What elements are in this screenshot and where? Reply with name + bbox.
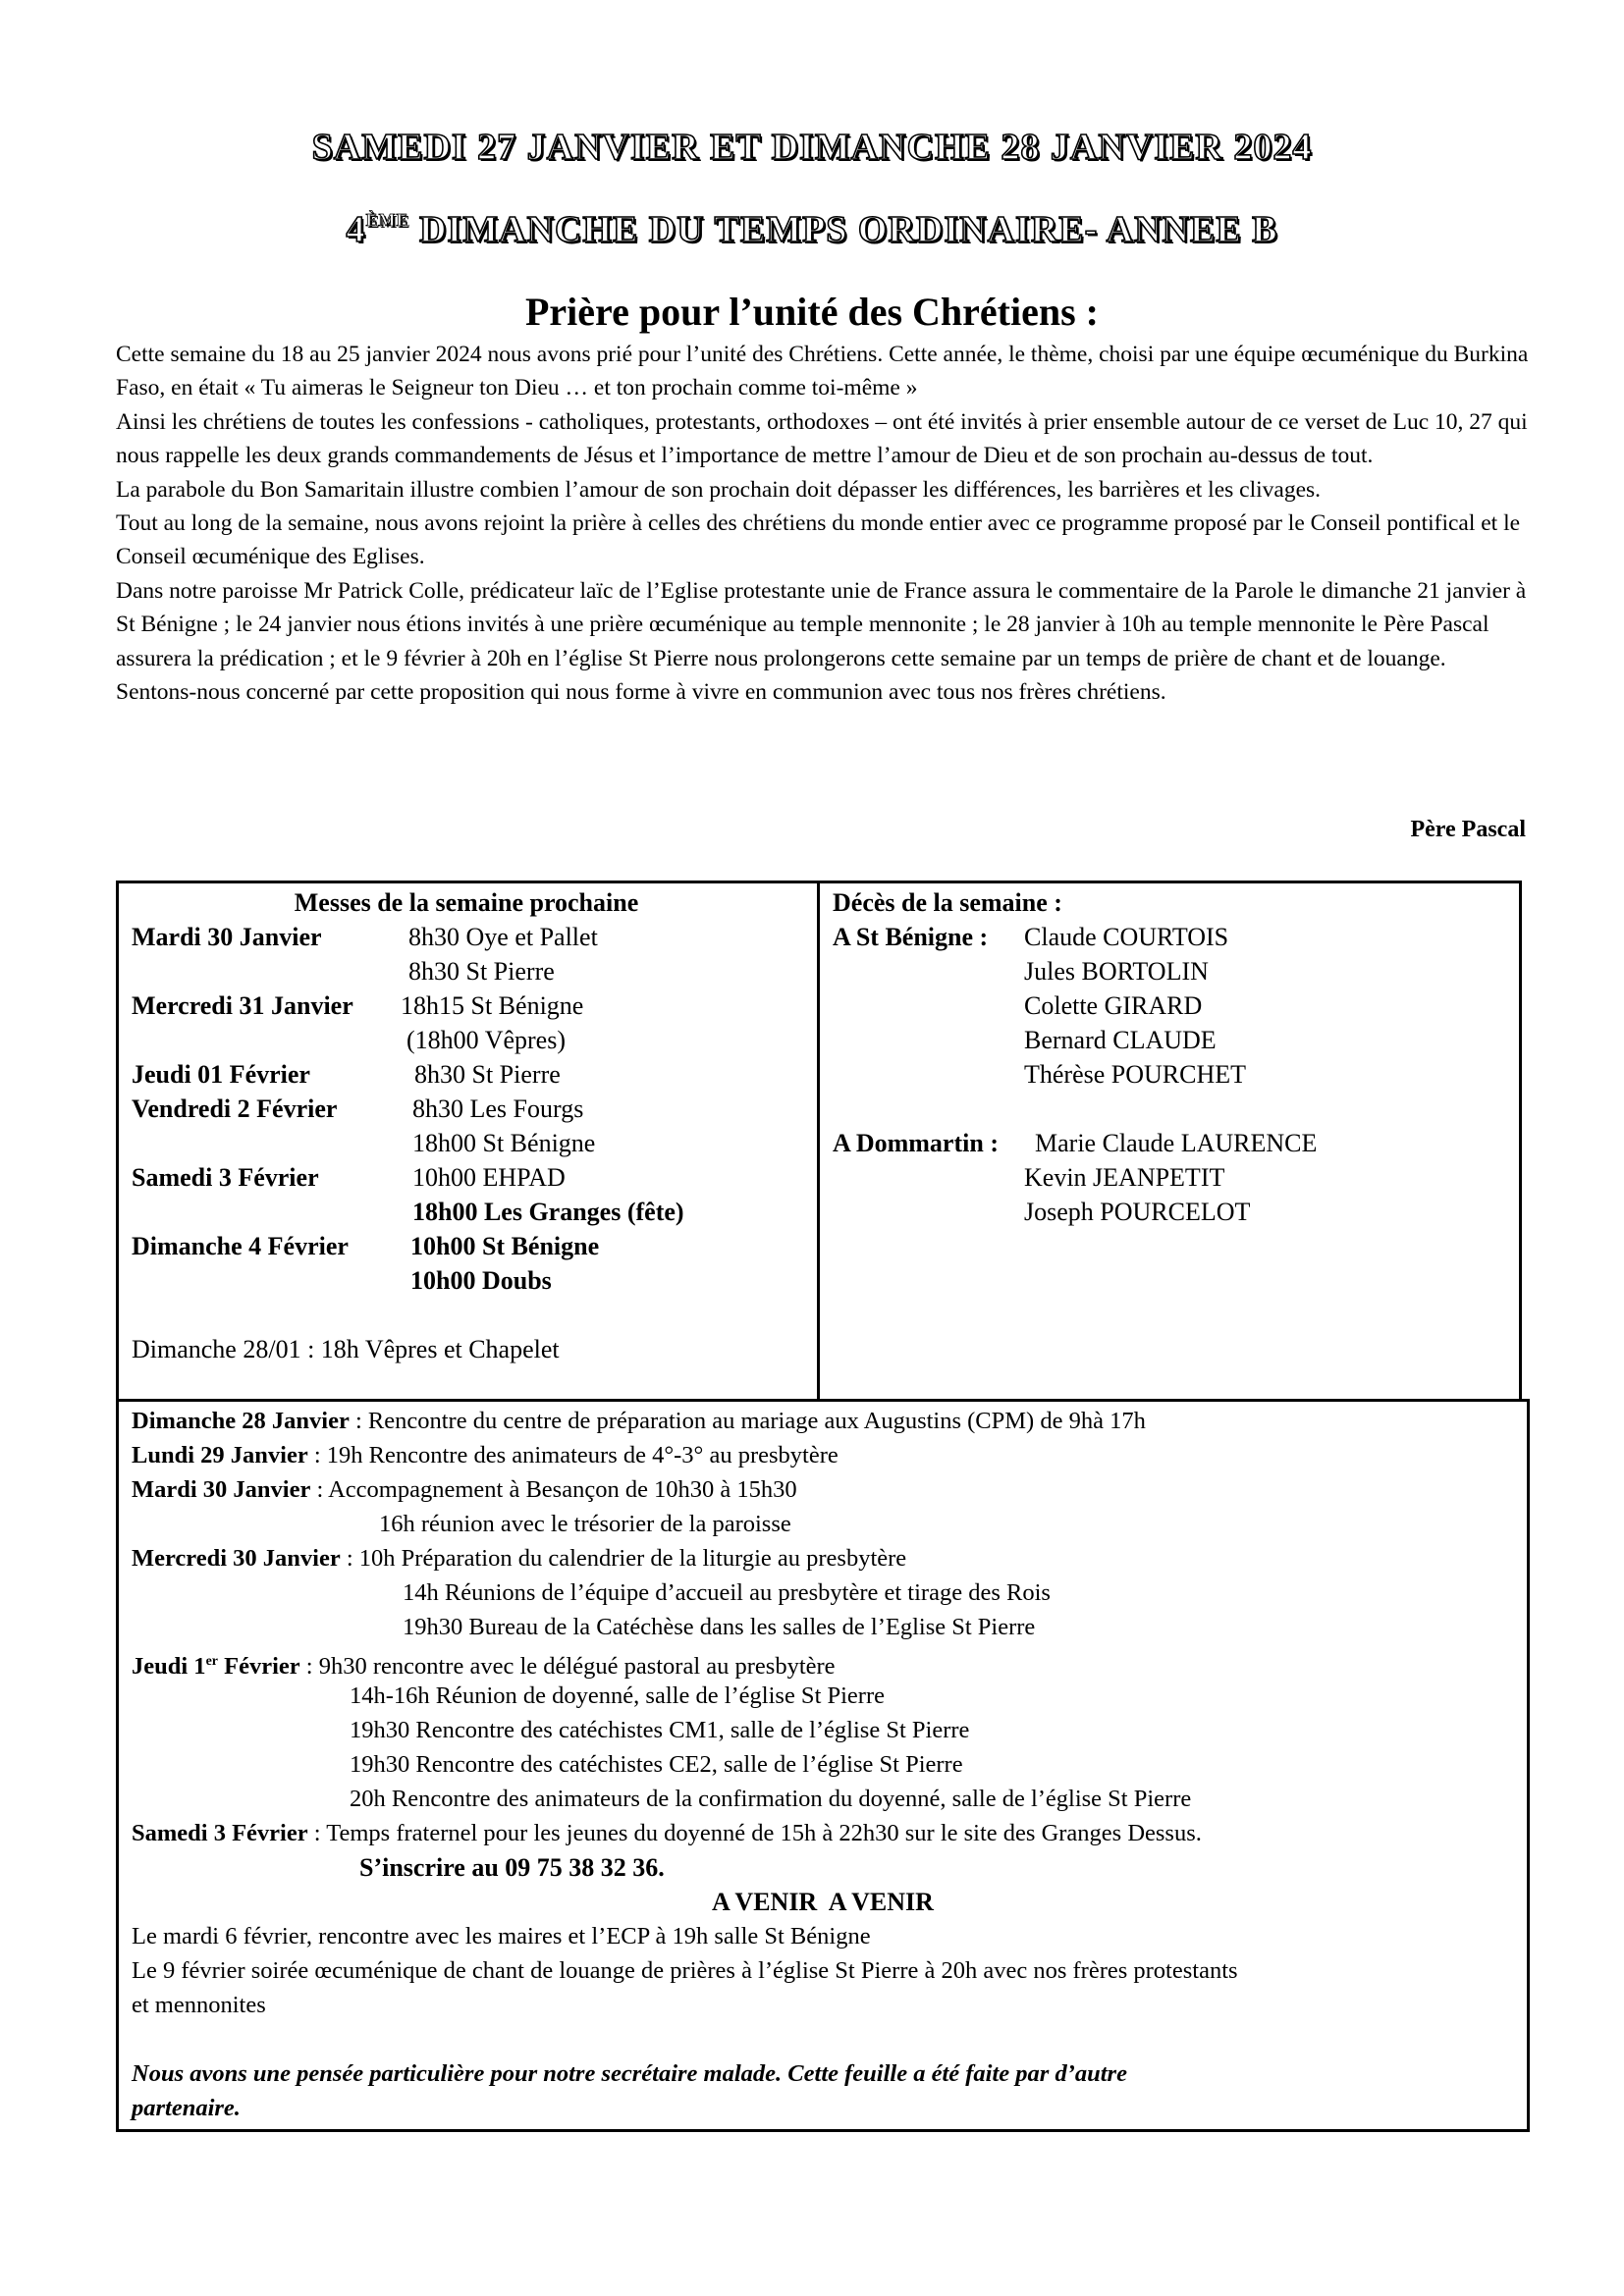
death-name: Claude COURTOIS [1024,923,1229,951]
agenda-item: 19h30 Rencontre des catéchistes CM1, salle de l’église St Pierre [350,1717,970,1743]
death-place: A St Bénigne : [833,923,989,951]
intro-text [116,338,1530,709]
agenda-item [132,1541,906,1575]
mass-entry: 8h30 Les Fourgs [412,1095,584,1123]
mass-day: Mardi 30 Janvier [132,923,322,951]
closing-note: partenaire. [132,2095,241,2121]
agenda-day: Lundi 29 Janvier [132,1442,308,1468]
agenda-day: Dimanche 28 Janvier [132,1408,350,1434]
agenda-item: 14h Réunions de l’équipe d’accueil au presbytère et tirage des Rois [403,1579,1051,1606]
death-name: Joseph POURCELOT [1024,1198,1251,1226]
mass-day: Samedi 3 Février [132,1163,319,1192]
agenda-item [132,1438,839,1472]
death-name: Kevin JEANPETIT [1024,1163,1225,1192]
page-title: Prière pour l’unité des Chrétiens : [524,290,1099,334]
date-heading: SAMEDI 27 JANVIER ET DIMANCHE 28 JANVIER 2024 [311,127,1313,168]
death-name: Jules BORTOLIN [1024,957,1209,986]
sunday-label: DIMANCHE DU TEMPS ORDINAIRE- ANNEE B [408,209,1278,250]
death-name: Thérèse POURCHET [1024,1060,1247,1089]
agenda-day: Mardi 30 Janvier [132,1476,311,1503]
masses-title: Messes de la semaine prochaine [294,888,639,917]
column-divider [817,881,820,1402]
intro-paragraph: Tout au long de la semaine, nous avons rejoint la prière à celles des chrétiens du monde entier avec ce programme proposé par le Conseil pontifical et le Conseil œcuménique des Eglises. [116,510,1521,570]
mass-entry: 18h00 St Bénigne [412,1129,596,1157]
agenda-item: 19h30 Bureau de la Catéchèse dans les salles de l’Eglise St Pierre [403,1614,1036,1640]
mass-entry: 10h00 Doubs [410,1266,552,1295]
sunday-number: 4 [346,209,366,250]
mass-day: Jeudi 01 Février [132,1060,310,1089]
signature: Père Pascal [1410,817,1526,842]
upcoming-item: Le mardi 6 février, rencontre avec les maires et l’ECP à 19h salle St Bénigne [132,1923,871,1949]
vespers-note: Dimanche 28/01 : 18h Vêpres et Chapelet [132,1335,560,1363]
agenda-text: : 9h30 rencontre avec le délégué pastoral au presbytère [299,1653,836,1681]
closing-note: Nous avons une pensée particulière pour notre secrétaire malade. Cette feuille a été faite par d’autre [132,2060,1127,2087]
mass-entry: 18h00 Les Granges (fête) [412,1198,684,1226]
death-name: Colette GIRARD [1024,991,1203,1020]
agenda-day: Mercredi 30 Janvier [132,1545,341,1572]
intro-paragraph: Cette semaine du 18 au 25 janvier 2024 nous avons prié pour l’unité des Chrétiens. Cette année, le thème, choisi par une équipe œcuménique du Burkina Faso, en était « Tu aimeras le Seigneur ton Dieu … et ton prochain comme toi-même » [116,342,1529,401]
mass-entry: 8h30 St Pierre [408,957,555,986]
agenda-text: : 19h Rencontre des animateurs de 4°-3° au presbytère [307,1442,839,1468]
intro-paragraph: Dans notre paroisse Mr Patrick Colle, prédicateur laïc de l’Eglise protestante unie de France assura le commentaire de la Parole le dimanche 21 janvier à St Bénigne ; le 24 janvier nous étions invités à une prière œcuménique au temple mennonite ; le 28 janvier à 10h au temple mennonite le Père Pascal assurera la prédication ; et le 9 février à 20h en l’église St Pierre nous prolongerons cette semaine par un temps de prière de chant et de louange. Sentons-nous concerné par cette proposition qui nous forme à vivre en communion avec tous nos frères chrétiens. [116,577,1527,706]
death-place: A Dommartin : [833,1129,999,1157]
agenda-item: 14h-16h Réunion de doyenné, salle de l’église St Pierre [350,1682,885,1709]
mass-day: Dimanche 4 Février [132,1232,349,1260]
mass-entry: 10h00 EHPAD [412,1163,566,1192]
mass-entry: (18h00 Vêpres) [406,1026,566,1054]
sunday-ordinal: ÈME [365,210,409,230]
agenda-item [132,1816,1202,1850]
death-name: Marie Claude LAURENCE [1035,1129,1318,1157]
death-name: Bernard CLAUDE [1024,1026,1217,1054]
mass-entry: 8h30 Oye et Pallet [408,923,598,951]
intro-paragraph: Ainsi les chrétiens de toutes les confessions - catholiques, protestants, orthodoxes – ont été invités à prier ensemble autour de ce verset de Luc 10, 27 qui nous rappelle les deux grands commandements de Jésus et l’importance de mettre l’amour de Dieu et de son prochain au-dessus de tout. [116,408,1528,469]
agenda-text: : Accompagnement à Besançon de 10h30 à 15h30 [310,1476,797,1503]
agenda-item: 16h réunion avec le trésorier de la paroisse [379,1511,791,1537]
agenda-day: Samedi 3 Février [132,1820,308,1846]
upcoming-item: Le 9 février soirée œcuménique de chant de louange de prières à l’église St Pierre à 20h avec nos frères protestants [132,1957,1238,1984]
mass-entry: 10h00 St Bénigne [410,1232,600,1260]
agenda-text: : Temps fraternel pour les jeunes du doyenné de 15h à 22h30 sur le site des Granges Dessus. [307,1820,1202,1846]
liturgical-heading [0,208,1624,251]
agenda-item [132,1472,797,1507]
agenda-item: 20h Rencontre des animateurs de la confirmation du doyenné, salle de l’église St Pierre [350,1786,1192,1812]
mass-entry: 8h30 St Pierre [414,1060,561,1089]
agenda-item: 19h30 Rencontre des catéchistes CE2, salle de l’église St Pierre [350,1751,963,1778]
agenda-item [132,1404,1146,1438]
agenda-day: Jeudi 1er Février [132,1653,300,1681]
registration-phone: S’inscrire au 09 75 38 32 36. [359,1853,665,1882]
upcoming-item: et mennonites [132,1992,266,2018]
mass-day: Mercredi 31 Janvier [132,991,353,1020]
agenda-text: : Rencontre du centre de préparation au mariage aux Augustins (CPM) de 9hà 17h [349,1408,1146,1434]
intro-paragraph: La parabole du Bon Samaritain illustre combien l’amour de son prochain doit dépasser les différences, les barrières et les clivages. [116,476,1322,503]
mass-entry: 18h15 St Bénigne [401,991,584,1020]
upcoming-title: A VENIR A VENIR [712,1888,934,1916]
deaths-title: Décès de la semaine : [833,888,1062,917]
agenda-text: : 10h Préparation du calendrier de la liturgie au presbytère [340,1545,907,1572]
mass-day: Vendredi 2 Février [132,1095,338,1123]
